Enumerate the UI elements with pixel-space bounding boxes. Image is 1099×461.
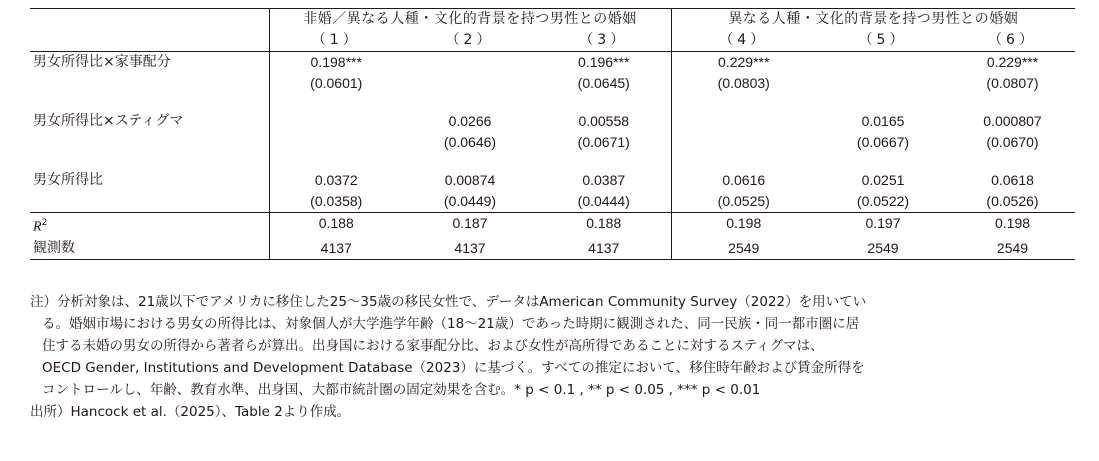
se-cell: (0.0358) — [310, 193, 363, 209]
observations-cell: 4137 — [269, 238, 403, 260]
regression-table — [30, 8, 1075, 260]
se-cell: (0.0601) — [310, 75, 363, 91]
note-line: る。婚姻市場における男女の所得比は、対象個人が大学進学年齢（18～21歳）であった時期に観測された、同一民族・同一都市圏に居 — [42, 316, 860, 332]
observations-row — [30, 238, 1075, 260]
source-line: 出所）Hancock et al.（2025）、Table 2より作成。 — [30, 404, 351, 420]
r-squared-cell: 0.187 — [403, 213, 537, 238]
se-cell: (0.0670) — [986, 134, 1039, 150]
coef-cell: 0.0616 — [722, 172, 766, 188]
table-row — [30, 52, 1075, 74]
table-row-se — [30, 191, 1075, 213]
r-squared-cell: 0.188 — [537, 213, 671, 238]
note-line: 住する未婚の男女の所得から著者らが算出。出身国における家事配分比、および女性が高所得であることに対するスティグマは、 — [42, 338, 824, 354]
coef-cell: 0.229*** — [718, 54, 770, 70]
coef-cell: 0.0618 — [991, 172, 1034, 188]
row-label: 男女所得比 — [30, 170, 269, 191]
table-row-se — [30, 132, 1075, 153]
observations-cell: 4137 — [537, 238, 671, 260]
header-corner-cell — [30, 9, 269, 31]
group-header-row — [30, 9, 1075, 31]
se-cell — [403, 73, 537, 94]
column-number: （6） — [950, 30, 1075, 52]
coef-cell: 0.0251 — [861, 172, 905, 188]
se-cell: (0.0526) — [986, 193, 1039, 209]
coef-cell: 0.196*** — [537, 52, 671, 74]
se-cell: (0.0444) — [537, 191, 671, 213]
note-line: OECD Gender, Institutions and Development Database（2023）に基づく。すべての推定において、移住時年齢および賃金所得を — [42, 360, 865, 376]
column-number: （2） — [403, 30, 537, 52]
observations-cell: 2549 — [816, 238, 950, 260]
coef-cell — [671, 111, 816, 132]
se-cell: (0.0667) — [856, 134, 910, 150]
r-squared-label: $R^2$ — [30, 213, 269, 238]
coef-cell — [816, 52, 950, 74]
coef-cell — [403, 52, 537, 74]
se-cell: (0.0645) — [537, 73, 671, 94]
se-cell — [671, 132, 816, 153]
r-squared-row — [30, 213, 1075, 238]
table-row — [30, 111, 1075, 132]
coef-cell: 0.0165 — [861, 113, 905, 129]
se-cell: (0.0522) — [856, 193, 910, 209]
row-label: 男女所得比×スティグマ — [30, 111, 269, 132]
coef-cell: 0.0387 — [537, 170, 671, 191]
note-line: 注）分析対象は、21歳以下でアメリカに移住した25～35歳の移民女性で、データはAmerican Community Survey（2022）を用いてい — [30, 294, 867, 310]
coef-cell: 0.198*** — [310, 54, 362, 70]
coef-cell: 0.00874 — [444, 172, 496, 188]
observations-cell: 4137 — [403, 238, 537, 260]
se-cell: (0.0449) — [443, 193, 497, 209]
r-squared-cell: 0.188 — [269, 213, 403, 238]
table-row-se — [30, 73, 1075, 94]
observations-cell: 2549 — [671, 238, 816, 260]
se-cell — [269, 132, 403, 153]
se-cell — [816, 73, 950, 94]
se-cell: (0.0671) — [537, 132, 671, 153]
column-number: （3） — [537, 30, 671, 52]
coef-cell: 0.0266 — [448, 113, 492, 129]
coef-cell — [269, 111, 403, 132]
se-cell: (0.0807) — [986, 75, 1039, 91]
coef-cell: 0.0372 — [314, 172, 358, 188]
table-notes — [30, 291, 1075, 423]
regression-table-container — [30, 8, 1075, 260]
se-cell: (0.0646) — [443, 134, 497, 150]
se-cell: (0.0525) — [717, 193, 770, 209]
group-header-left: 非婚／異なる人種・文化的背景を持つ男性との婚姻 — [269, 9, 671, 31]
observations-label: 観測数 — [30, 238, 269, 260]
column-number: （1） — [269, 30, 403, 52]
column-number-row — [30, 30, 1075, 52]
row-label: 男女所得比×家事配分 — [30, 52, 269, 74]
r-squared-cell: 0.198 — [671, 213, 816, 238]
table-row — [30, 170, 1075, 191]
observations-cell: 2549 — [950, 238, 1075, 260]
coef-cell: 0.229*** — [986, 54, 1039, 70]
column-number: （5） — [816, 30, 950, 52]
coef-cell: 0.000807 — [983, 113, 1042, 129]
column-number: （4） — [671, 30, 816, 52]
se-cell: (0.0803) — [717, 75, 770, 91]
coef-cell: 0.00558 — [537, 111, 671, 132]
r-squared-cell: 0.198 — [950, 213, 1075, 238]
group-header-right: 異なる人種・文化的背景を持つ男性との婚姻 — [671, 9, 1075, 31]
note-line: コントロールし、年齢、教育水準、出身国、大都市統計圏の固定効果を含む。* p < 0.1 , ** p < 0.05 , *** p < 0.01 — [42, 382, 761, 398]
r-squared-cell: 0.197 — [816, 213, 950, 238]
